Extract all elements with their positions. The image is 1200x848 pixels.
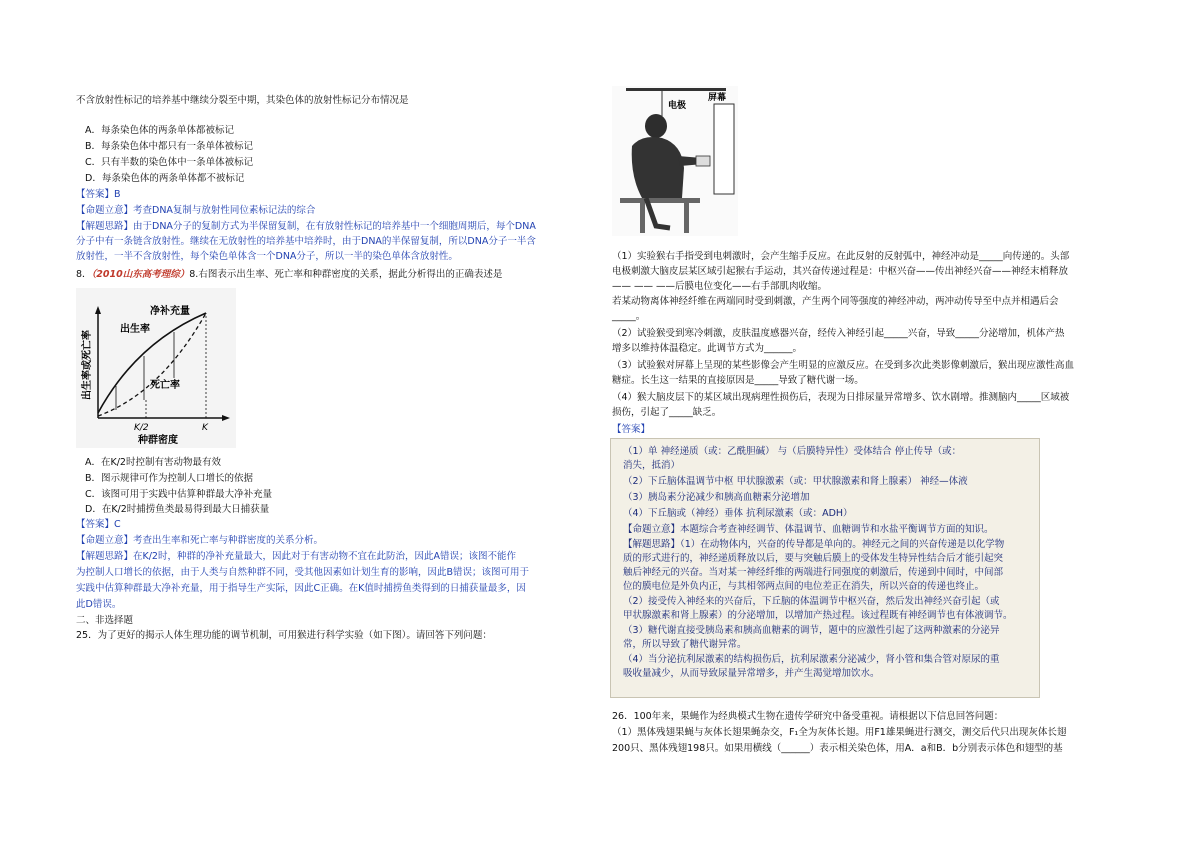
answer-line: 消失，抵消） [623, 460, 681, 471]
q7-option-b: B．每条染色体中都只有一条单体被标记 [85, 141, 254, 152]
label-birth-rate: 出生率 [120, 324, 150, 335]
q25-answer-label: 【答案】 [612, 424, 651, 435]
answer-line: （4）当分泌抗利尿激素的结构损伤后，抗利尿激素分泌减少，肾小管和集合管对原尿的重 [623, 654, 1000, 665]
q25-part-2a: （2）试验猴受到寒冷刺激，皮肤温度感器兴奋，经传入神经引起_____兴奋，导致_____分泌增加，机体产热 [612, 328, 1065, 339]
screen-label: 屏幕 [708, 93, 727, 103]
q26-line-1: 26．100年来，果蝇作为经典模式生物在遗传学研究中备受重视。请根据以下信息回答问题： [612, 711, 1004, 722]
answer-line: 【解题思路】（1）在动物体内，兴奋的传导都是单向的。神经元之间的兴奋传递是以化学物 [623, 539, 1005, 550]
x-axis-label: 种群密度 [138, 435, 178, 446]
q8-answer: 【答案】C [76, 519, 121, 530]
q8-analysis-3: 实践中估算种群最大净补充量，用于指导生产实际，因此C正确。在K值时捕捞鱼类得到的日捕获量最多，因 [76, 583, 526, 594]
answer-line: 触后神经元的兴奋。当对某一神经纤维的两端进行同强度的刺激后，传递到中间时，中间部 [623, 567, 1004, 578]
q8-analysis-2: 为控制人口增长的依据，由于人类与自然种群不同，受其他因素如计划生育的影响，因此B错误；该图可用于 [76, 567, 530, 578]
q8-text: 8.右图表示出生率、死亡率和种群密度的关系，据此分析得出的正确表述是 [189, 269, 503, 280]
q7-option-c: C．只有半数的染色体中一条单体被标记 [85, 157, 254, 168]
q25-intro: 25．为了更好的揭示人体生理功能的调节机制，可用猴进行科学实验（如下图）。请回答下列问题： [76, 630, 492, 641]
q26-line-3: 200只、黑体残翅198只。如果用横线（______）表示相关染色体，用A．a和B．b分别表示体色和翅型的基 [612, 743, 1063, 754]
answer-box [610, 438, 1040, 698]
q8-analysis-1: 【解题思路】在K/2时，种群的净补充量最大，因此对于有害动物不宜在此防治，因此A错误；该图不能作 [76, 551, 516, 562]
y-axis-label: 出生率或死亡率 [82, 330, 93, 400]
q8-prefix: 8． [76, 269, 92, 280]
q7-analysis-1: 【解题思路】由于DNA分子的复制方式为半保留复制，在有放射性标记的培养基中一个细胞周期后，每个DNA [76, 221, 536, 232]
q25-part-1b: 电极刺激大脑皮层某区域引起猴右手运动，其兴奋传递过程是：中枢兴奋——传出神经兴奋——神经末梢释放 [612, 266, 1069, 277]
q7-analysis-2: 分子中有一条链含放射性。继续在无放射性的培养基中培养时，由于DNA的半保留复制，所以DNA分子一半含 [76, 236, 536, 247]
q8-option-c: C．该图可用于实践中估算种群最大净补充量 [85, 489, 273, 500]
q25-part-1c: —— —— ——后膜电位变化——右手部肌肉收缩。 [612, 281, 828, 292]
q8-heading [76, 268, 502, 281]
answer-line: 甲状腺激素和肾上腺素）的分泌增加，以增加产热过程。该过程既有神经调节也有体液调节。 [623, 610, 1013, 621]
monkey-head-icon [645, 114, 667, 138]
answer-line: （1）单 神经递质（或：乙酰胆碱） 与（后膜特异性）受体结合 停止传导（或： [623, 446, 962, 457]
population-chart [76, 288, 236, 448]
answer-line: 常，所以导致了糖代谢异常。 [623, 639, 747, 650]
answer-line: （4）下丘脑或（神经）垂体 抗利尿激素（或：ADH） [623, 508, 853, 519]
q7-answer: 【答案】B [76, 189, 121, 200]
q25-part-4b: 损伤，引起了_____缺乏。 [612, 407, 722, 418]
q25-part-2b: 增多以维持体温稳定。此调节方式为______。 [612, 343, 803, 354]
q25-part-1d: 若某动物离体神经纤维在两端同时受到刺激，产生两个同等强度的神经冲动，两冲动传导至中点并相遇后会 [612, 296, 1059, 307]
answer-line: （2）接受传入神经来的兴奋后，下丘脑的体温调节中枢兴奋，然后发出神经兴奋引起（或 [623, 596, 1000, 607]
label-net-supplement: 净补充量 [150, 306, 190, 317]
q7-intent: 【命题立意】考查DNA复制与放射性同位素标记法的综合 [76, 205, 316, 216]
q8-analysis-4: 此D错误。 [76, 599, 122, 610]
q25-part-3a: （3）试验猴对屏幕上呈现的某些影像会产生明显的应激反应。在受到多次此类影像刺激后，猴出现应激性高血 [612, 360, 1075, 371]
q7-option-d: D．每条染色体的两条单体都不被标记 [85, 173, 245, 184]
q7-tail-text: 不含放射性标记的培养基中继续分裂至中期，其染色体的放射性标记分布情况是 [76, 95, 409, 106]
q25-part-1e: _____。 [612, 311, 646, 322]
tick-k: K [202, 423, 208, 433]
q25-part-4a: （4）猴大脑皮层下的某区域出现病理性损伤后，表现为日排尿量异常增多、饮水剧增。推测脑内_____区域被 [612, 392, 1070, 403]
q7-analysis-3: 放射性，一半不含放射性，每个染色单体含一个DNA分子，所以一半的染色单体含放射性。 [76, 251, 458, 262]
q8-option-b: B．图示规律可作为控制人口增长的依据 [85, 473, 254, 484]
section-heading: 二、非选择题 [76, 615, 134, 626]
answer-line: 吸收量减少，从而导致尿量异常增多，并产生渴觉增加饮水。 [623, 668, 880, 679]
tick-k-half: K/2 [134, 423, 149, 433]
screen-panel [714, 104, 734, 194]
q26-line-2: （1）黑体残翅果蝇与灰体长翅果蝇杂交，F₁全为灰体长翅。用F1雄果蝇进行测交，测交后代只出现灰体长翅 [612, 727, 1067, 738]
response-box-icon [696, 156, 710, 166]
ceiling-bar [626, 88, 726, 91]
label-death-rate: 死亡率 [150, 380, 180, 391]
answer-line: （3）胰岛素分泌减少和胰高血糖素分泌增加 [623, 492, 810, 503]
q7-option-a: A．每条染色体的两条单体都被标记 [85, 125, 234, 136]
q8-option-a: A．在K/2时控制有害动物最有效 [85, 457, 221, 468]
answer-line: 位的膜电位是外负内正，与其相邻两点间的电位差正在消失，所以兴奋的传递也终止。 [623, 581, 985, 592]
q8-intent: 【命题立意】考查出生率和死亡率与种群密度的关系分析。 [76, 535, 324, 546]
answer-line: 【命题立意】本题综合考查神经调节、体温调节、血糖调节和水盐平衡调节方面的知识。 [623, 524, 994, 535]
monkey-experiment-figure [612, 86, 738, 236]
answer-line: （2）下丘脑体温调节中枢 甲状腺激素（或：甲状腺激素和肾上腺素） 神经—体液 [623, 476, 968, 487]
answer-line: 质的形式进行的，神经递质释放以后，要与突触后膜上的受体发生特异性结合后才能引起突 [623, 553, 1004, 564]
q25-part-3b: 糖症。长生这一结果的直接原因是_____导致了糖代谢一场。 [612, 375, 864, 386]
seat-icon [620, 198, 700, 203]
answer-line: （3）糖代谢直接受胰岛素和胰高血糖素的调节，题中的应激性引起了这两种激素的分泌异 [623, 625, 1000, 636]
q8-option-d: D．在K/2时捕捞鱼类最易得到最大日捕获量 [85, 504, 270, 515]
q25-part-1a: （1）实验猴右手指受到电刺激时，会产生缩手反应。在此反射的反射弧中，神经冲动是_____向传递的。头部 [612, 251, 1070, 262]
q8-source: （2010山东高考理综） [91, 269, 190, 280]
electrode-label: 电极 [668, 101, 687, 111]
